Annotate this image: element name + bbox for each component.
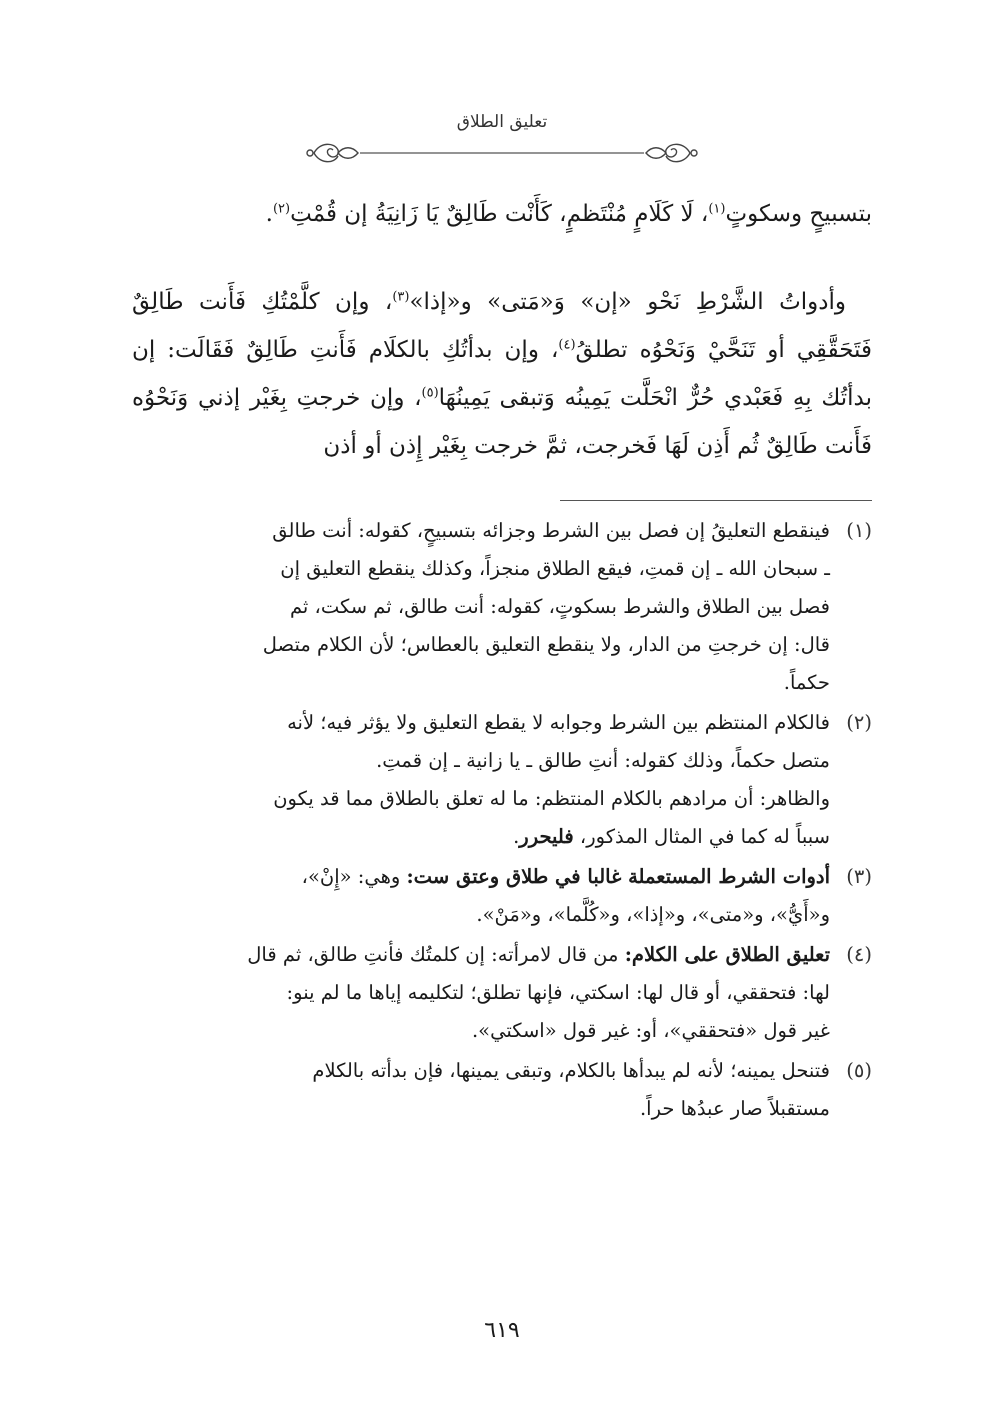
footnote-text: سبباً له كما في المثال المذكور، xyxy=(579,825,830,848)
footnote-separator xyxy=(560,500,872,501)
footnote-line: و«أَيُّ»، و«متى»، و«إذا»، و«كُلَّما»، و«مَنْ». xyxy=(476,903,830,926)
footnote-5 xyxy=(132,1052,872,1128)
footnote-line: فينقطع التعليقُ إن فصل بين الشرط وجزائه بتسبيحٍ، كقوله: أنت طالق xyxy=(272,519,830,542)
footnote-number: (٤) xyxy=(846,943,872,966)
footnote-text: وهي: «إِنْ»، xyxy=(301,865,401,888)
footnote-2 xyxy=(132,704,872,856)
footnote-number: (٣) xyxy=(846,865,872,888)
footnote-line: حكماً. xyxy=(783,671,830,694)
page-number: ٦١٩ xyxy=(484,1318,520,1343)
footnote-ref-5[interactable]: (٥) xyxy=(421,385,439,401)
footnote-number: (٥) xyxy=(846,1059,872,1082)
footnote-line: فصل بين الطلاق والشرط بسكوتٍ، كقوله: أنت طالق، ثم سكت، ثم xyxy=(289,595,830,618)
footnote-line: والظاهر: أن مرادهم بالكلام المنتظم: ما له تعلق بالطلاق مما قد يكون xyxy=(273,787,830,810)
footnote-ref-2[interactable]: (٢) xyxy=(272,201,291,217)
footnote-line: فالكلام المنتظم بين الشرط وجوابه لا يقطع التعليق ولا يؤثر فيه؛ لأنه xyxy=(287,711,830,734)
footnotes xyxy=(132,512,872,1130)
footnote-3 xyxy=(132,858,872,934)
footnote-line: متصل حكماً، وذلك كقوله: أنتِ طالق ـ يا زانية ـ إن قمتِ. xyxy=(376,749,830,772)
main-text: ، وإن كلَّمْتُكِ فَأَنت طَالِقٌ فَتَحَقَّقِي أو تَنَحَّيْ وَنَحْوُه تطلقُ xyxy=(132,289,872,363)
footnote-line: قال: إن خرجتِ من الدار، ولا ينقطع التعليق بالعطاس؛ لأن الكلام متصل xyxy=(262,633,830,656)
footnote-text: . xyxy=(513,825,520,848)
footnote-bold-text: فليحرر xyxy=(519,825,574,848)
ornament-divider-icon xyxy=(300,138,704,168)
main-text: ، وإن خرجتِ بِغَيْر إذني وَنَحْوُه فَأَنت طَالِقٌ ثُم أَذِن لَهَا فَخرجت، ثمَّ خرجت بِغَيْر إِذن أو أذن xyxy=(132,385,872,459)
header-title: تعليق الطلاق xyxy=(456,112,548,132)
footnote-text: من قال لامرأته: إن كلمتُك فأنتِ طالق، ثم قال xyxy=(247,943,619,966)
running-header xyxy=(300,112,704,168)
footnote-line: غير قول «فتحققي»، أو: غير قول «اسكتي». xyxy=(471,1019,830,1042)
footnote-ref-4[interactable]: (٤) xyxy=(558,337,576,353)
main-text-paragraph-2 xyxy=(132,278,872,470)
footnote-line: ـ سبحان الله ـ إن قمتِ، فيقع الطلاق منجزاً، وكذلك ينقطع التعليق إن xyxy=(280,557,830,580)
footnote-bold-text: تعليق الطلاق على الكلام: xyxy=(624,943,830,966)
footnote-ref-3[interactable]: (٣) xyxy=(392,289,410,305)
footnote-number: (١) xyxy=(846,519,872,542)
main-text: ، وإن بدأتُكِ بالكلَام فَأَنتِ طَالِقٌ فَقَالَت: إن بدأتُك بِهِ فَعَبْدي حُرٌّ انْحَلَّت يَمِينُه وَتبقى يَمِينُهَا xyxy=(132,337,872,411)
footnote-line xyxy=(132,936,830,974)
main-text: بتسبيحٍ وسكوتٍ xyxy=(725,201,872,227)
footnote-4 xyxy=(132,936,872,1050)
footnote-line xyxy=(132,858,830,896)
main-text: وأدواتُ الشَّرْطِ نَحْو «إن» وَ«مَتى» و«إذا» xyxy=(409,289,846,315)
footnote-line xyxy=(132,818,830,856)
footnote-line: لها: فتحققي، أو قال لها: اسكتي، فإنها تطلق؛ لتكليمه إياها ما لم ينو: xyxy=(286,981,830,1004)
main-text-paragraph-1 xyxy=(132,190,872,238)
footnote-line: مستقبلاً صار عبدُها حراً. xyxy=(639,1097,830,1120)
main-text: ، لَا كَلَامٍ مُنْتَظمٍ، كَأَنْت طَالِقٌ يَا زَانِيَةُ إن قُمْتِ xyxy=(290,201,709,227)
footnote-line: فتنحل يمينه؛ لأنه لم يبدأها بالكلام، وتبقى يمينها، فإن بدأته بالكلام xyxy=(312,1059,830,1082)
footnote-ref-1[interactable]: (١) xyxy=(708,201,726,217)
footnote-1 xyxy=(132,512,872,702)
main-text: . xyxy=(265,201,273,227)
footnote-number: (٢) xyxy=(846,711,872,734)
footnote-bold-text: أدوات الشرط المستعملة غالبا في طلاق وعتق ست: xyxy=(406,865,830,888)
